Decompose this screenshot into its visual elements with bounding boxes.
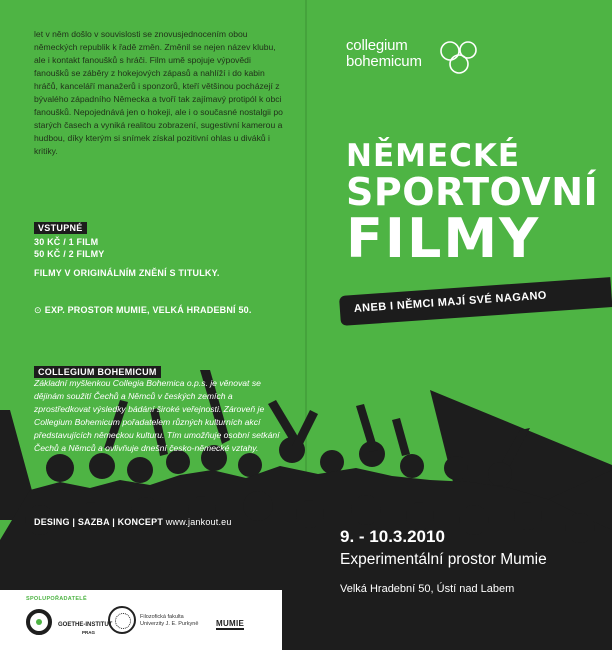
- ujep-seal-icon: [108, 606, 136, 634]
- title-line-three: FILMY: [346, 207, 541, 270]
- ujep-text: [140, 614, 210, 628]
- event-place: Experimentální prostor Mumie: [340, 551, 547, 568]
- title-line-two: SPORTOVNÍ: [346, 170, 599, 214]
- credits-line: [34, 517, 232, 527]
- ujep-line-two: Univerzity J. E. Purkyně: [140, 621, 199, 627]
- admission-price-one: 30 KČ / 1 FILM: [34, 237, 99, 247]
- venue-text: EXP. PROSTOR MUMIE, VELKÁ HRADEBNÍ 50.: [44, 305, 252, 315]
- collegium-paragraph: Základní myšlenkou Collegia Bohemica o.p.s. je věnovat se dějinám soužití Čechů a Němců v českých zemích a zprostředkovat výsledky bádání široké veřejnosti. Zároveň je Collegium Bohemicum pořadatelem různých kulturních akcí představujících německou kulturu. Tím umožňuje osobní setkání Čechů a Němců a ovlivňuje dnešní česko-německé vztahy.: [34, 378, 280, 453]
- admission-label: VSTUPNÉ: [34, 222, 87, 234]
- collegium-label: COLLEGIUM BOHEMICUM: [34, 366, 161, 378]
- location-pin-icon: ⊙: [34, 305, 42, 315]
- collegium-bohemicum-logo: [346, 38, 486, 80]
- partners-label: SPOLUPOŘADATELÉ: [26, 596, 87, 602]
- ujep-line-one: Filozofická fakulta: [140, 614, 184, 620]
- credits-text: DESING | SAZBA | KONCEPT: [34, 517, 164, 527]
- goethe-city: PRAG: [82, 630, 96, 635]
- admission-price-two: 50 KČ / 2 FILMY: [34, 249, 105, 259]
- goethe-dot-icon: [36, 619, 42, 625]
- logo-text: [346, 38, 422, 70]
- title-line-one: NĚMECKÉ: [346, 138, 521, 174]
- event-address: Velká Hradební 50, Ústí nad Labem: [340, 583, 515, 595]
- event-title: [346, 138, 599, 270]
- original-language-note: FILMY V ORIGINÁLNÍM ZNĚNÍ S TITULKY.: [34, 268, 220, 278]
- subtitle-text: ANEB I NĚMCI MAJÍ SVÉ NAGANO: [353, 289, 548, 316]
- goethe-name: GOETHE-INSTITUT: [58, 622, 113, 628]
- event-date: 9. - 10.3.2010: [340, 527, 445, 546]
- logo-line-two: bohemicum: [346, 53, 422, 70]
- mumie-logo: MUMIE: [216, 619, 245, 628]
- partners-strip: [0, 590, 282, 650]
- ujep-logo: [108, 606, 208, 640]
- credits-url[interactable]: www.jankout.eu: [165, 517, 232, 527]
- logo-line-one: collegium: [346, 37, 408, 54]
- admission-block: [34, 218, 105, 260]
- intro-paragraph: let v něm došlo v souvislosti se znovusjednocením obou německých republik k řadě změn. Změnil se nejen název klubu, ale i kontakt fanoušků s hráči. Film umě spojuje výpovědi fanoušků se záběry z hokejových zápasů a nahlíží i do kabin hráčů, kanceláří manažerů i sponzorů, kteří většinou pocházejí z bývalého západního Německa a tvoří tak zajímavý protipól k obci fanoušků. Nepojednává jen o hokeji, ale i o současné nostalgii po starých časech a vyniká realitou zobrazení, sugestivní kamerou a hudbou, díky kterým si snímek získal pozitivní ohlas u diváků i kritiky.: [34, 29, 283, 156]
- rings-icon: [438, 39, 482, 75]
- venue-line: [34, 305, 252, 316]
